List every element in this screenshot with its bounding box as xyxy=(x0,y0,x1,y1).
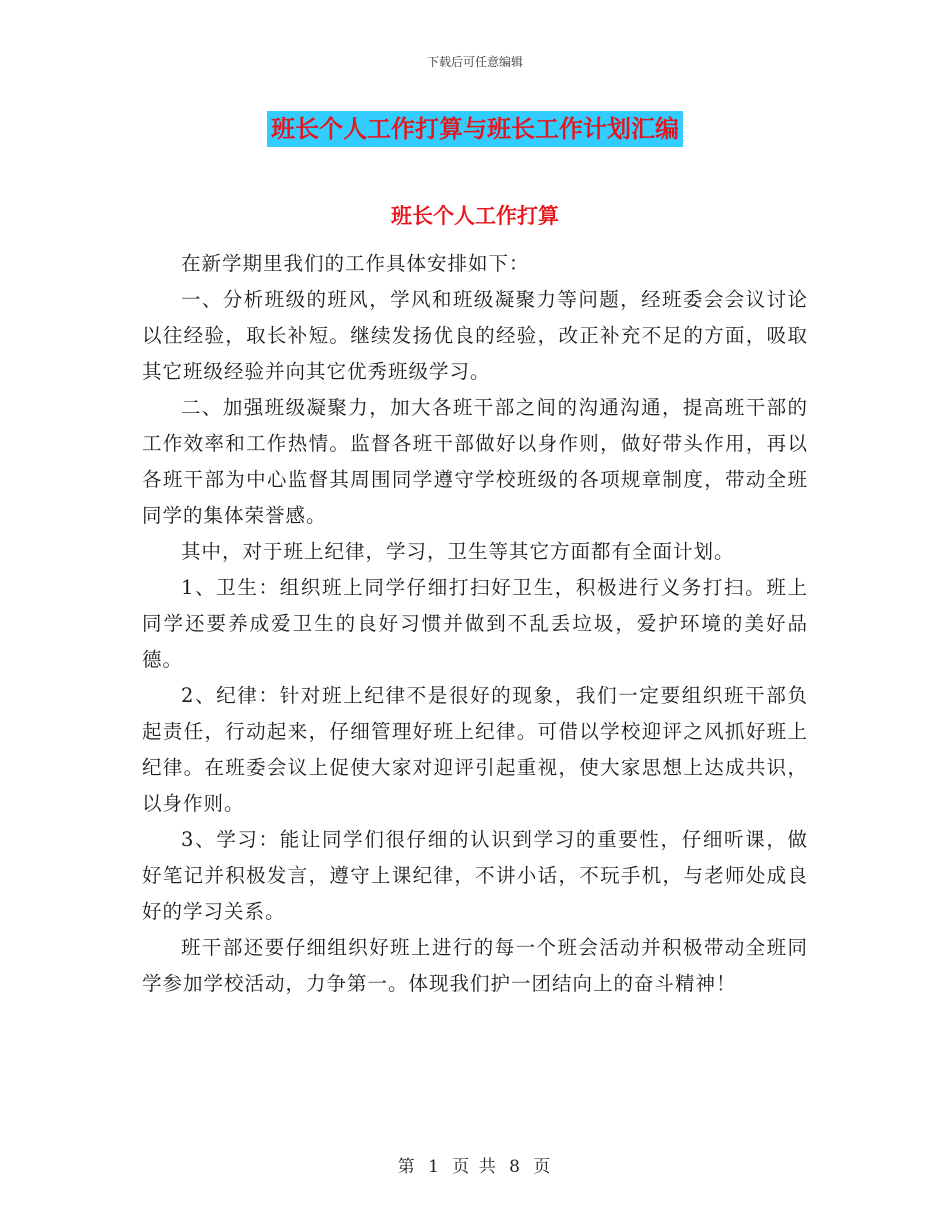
document-title-container xyxy=(0,111,950,147)
paragraph: 2、纪律：针对班上纪律不是很好的现象，我们一定要组织班干部负起责任，行动起来，仔细管理好班上纪律。可借以学校迎评之风抓好班上纪律。在班委会议上促使大家对迎评引起重视，使大家思想上达成共识，以身作则。 xyxy=(142,684,808,815)
page-header-note: 下载后可任意编辑 xyxy=(426,55,523,69)
footer-middle: 页 共 xyxy=(452,1157,498,1177)
paragraph: 3、学习：能让同学们很仔细的认识到学习的重要性，仔细听课，做好笔记并积极发言，遵守上课纪律，不讲小话，不玩手机，与老师处成良好的学习关系。 xyxy=(142,828,808,923)
paragraph: 其中，对于班上纪律，学习，卫生等其它方面都有全面计划。 xyxy=(181,540,735,563)
document-title: 班长个人工作打算与班长工作计划汇编 xyxy=(267,111,683,147)
page-footer xyxy=(0,1152,950,1177)
paragraph: 在新学期里我们的工作具体安排如下： xyxy=(181,252,530,275)
footer-page-number: 1 xyxy=(428,1157,441,1177)
section-title: 班长个人工作打算 xyxy=(391,204,559,228)
footer-suffix: 页 xyxy=(533,1157,553,1177)
paragraph: 1、卫生：组织班上同学仔细打扫好卫生，积极进行义务打扫。班上同学还要养成爱卫生的良好习惯并做到不乱丢垃圾，爱护环境的美好品德。 xyxy=(142,576,808,671)
paragraph: 二、加强班级凝聚力，加大各班干部之间的沟通沟通，提高班干部的工作效率和工作热情。监督各班干部做好以身作则，做好带头作用，再以各班干部为中心监督其周围同学遵守学校班级的各项规章制度，带动全班同学的集体荣誉感。 xyxy=(142,396,808,527)
paragraph: 班干部还要仔细组织好班上进行的每一个班会活动并积极带动全班同学参加学校活动，力争第一。体现我们护一团结向上的奋斗精神！ xyxy=(142,936,808,995)
footer-prefix: 第 xyxy=(397,1157,417,1177)
document-body xyxy=(142,246,808,1002)
paragraph: 一、分析班级的班风，学风和班级凝聚力等问题，经班委会会议讨论以往经验，取长补短。继续发扬优良的经验，改正补充不足的方面，吸取其它班级经验并向其它优秀班级学习。 xyxy=(142,288,808,383)
footer-total-pages: 8 xyxy=(509,1157,522,1177)
